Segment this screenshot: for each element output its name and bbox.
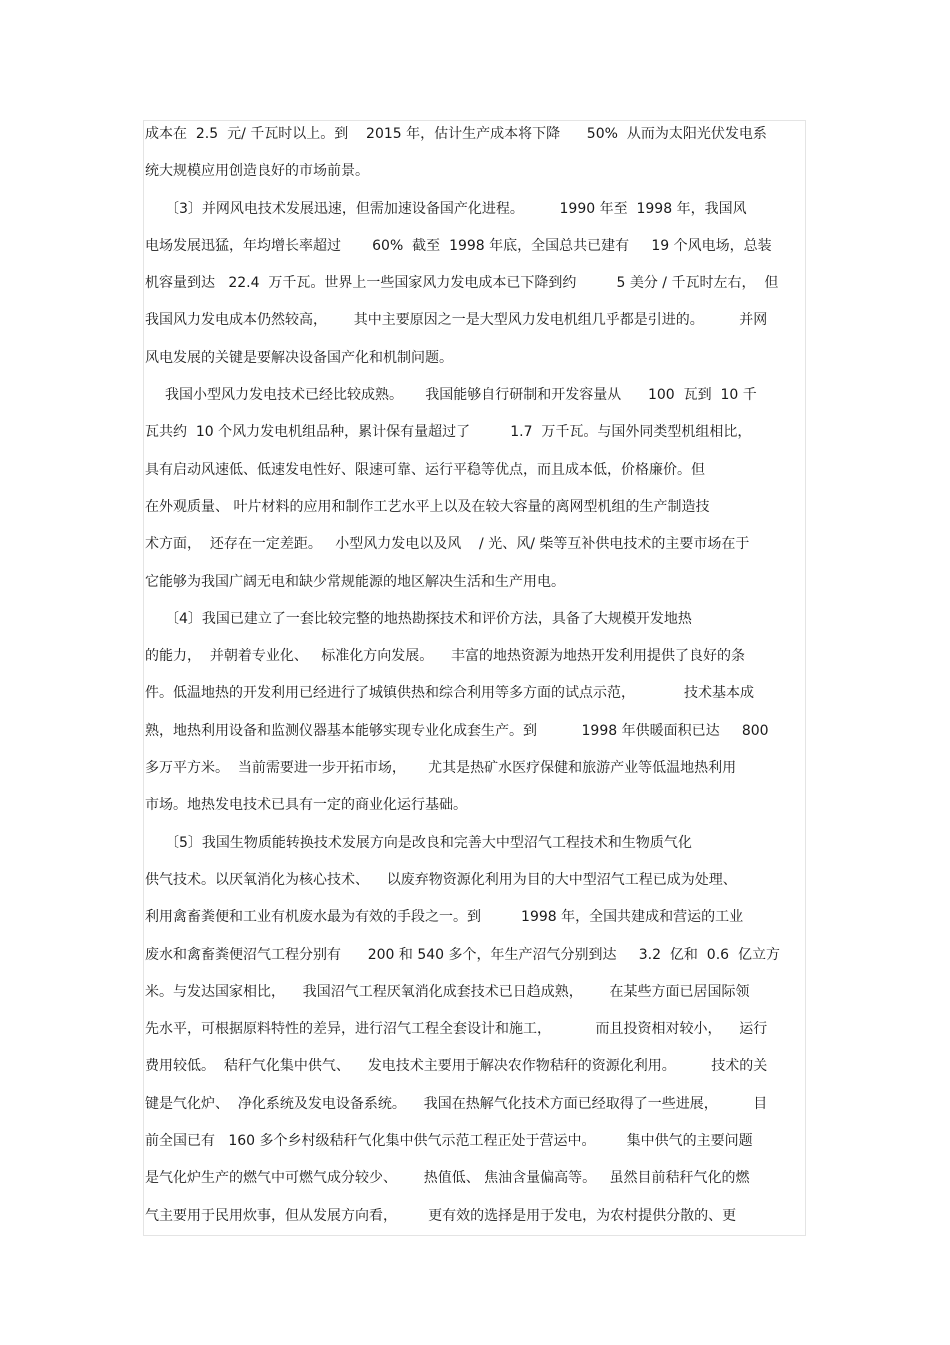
document-body: [145, 116, 805, 1235]
text-line: 术方面， 还存在一定差距。 小型风力发电以及风 / 光、风/ 柴等互补供电技术的主要市场在于: [145, 536, 750, 553]
text-line: 具有启动风速低、低速发电性好、限速可靠、运行平稳等优点，而且成本低，价格廉价。但: [145, 461, 705, 478]
text-line: 费用较低。 秸秆气化集中供气、 发电技术主要用于解决农作物秸秆的资源化利用。 技术的关: [145, 1058, 768, 1075]
text-line: 气主要用于民用炊事，但从发展方向看， 更有效的选择是用于发电，为农村提供分散的、更: [145, 1207, 737, 1224]
text-line: 是气化炉生产的燃气中可燃气成分较少、 热值低、 焦油含量偏高等。 虽然目前秸秆气化的燃: [145, 1170, 750, 1187]
text-line: 〔3〕并网风电技术发展迅速，但需加速设备国产化进程。 1990 年至 1998 年，我国风: [165, 200, 747, 217]
text-line: 〔4〕我国已建立了一套比较完整的地热勘探技术和评价方法，具备了大规模开发地热: [165, 610, 692, 627]
text-line: 〔5〕我国生物质能转换技术发展方向是改良和完善大中型沼气工程技术和生物质气化: [165, 834, 692, 851]
text-line: 成本在 2.5 元/ 千瓦时以上。到 2015 年，估计生产成本将下降 50% 从而为太阳光伏发电系: [145, 126, 767, 142]
text-line: 我国风力发电成本仍然较高， 其中主要原因之一是大型风力发电机组几乎都是引进的。 并网: [145, 312, 768, 329]
text-line: 的能力， 并朝着专业化、 标准化方向发展。 丰富的地热资源为地热开发利用提供了良好的条: [145, 648, 746, 665]
text-line: 熟，地热利用设备和监测仪器基本能够实现专业化成套生产。到 1998 年供暖面积已达 800: [145, 722, 769, 739]
text-line: 利用禽畜粪便和工业有机废水最为有效的手段之一。到 1998 年，全国共建成和营运的工业: [145, 909, 744, 926]
text-line: 多万平方米。 当前需要进一步开拓市场， 尤其是热矿水医疗保健和旅游产业等低温地热利用: [145, 760, 737, 777]
text-line: 瓦共约 10 个风力发电机组品种，累计保有量超过了 1.7 万千瓦。与国外同类型机组相比，: [145, 424, 752, 441]
text-line: 统大规模应用创造良好的市场前景。: [145, 163, 369, 180]
text-line: 供气技术。以厌氧消化为核心技术、 以废弃物资源化利用为目的大中型沼气工程已成为处理、: [145, 871, 737, 888]
text-line: 风电发展的关键是要解决设备国产化和机制问题。: [145, 349, 453, 366]
text-line: 键是气化炉、 净化系统及发电设备系统。 我国在热解气化技术方面已经取得了一些进展， 目: [145, 1095, 768, 1112]
text-line: 市场。地热发电技术已具有一定的商业化运行基础。: [145, 797, 467, 814]
text-line: 废水和禽畜粪便沼气工程分别有 200 和 540 多个，年生产沼气分别到达 3.2 亿和 0.6 亿立方: [145, 946, 780, 963]
text-line: 我国小型风力发电技术已经比较成熟。 我国能够自行研制和开发容量从 100 瓦到 10 千: [165, 387, 757, 404]
text-line: 先水平，可根据原料特性的差异，进行沼气工程全套设计和施工， 而且投资相对较小， 运行: [145, 1021, 768, 1038]
text-line: 米。与发达国家相比， 我国沼气工程厌氧消化成套技术已日趋成熟， 在某些方面已居国际领: [145, 983, 750, 1000]
text-line: 它能够为我国广阔无电和缺少常规能源的地区解决生活和生产用电。: [145, 573, 565, 590]
text-line: 电场发展迅猛，年均增长率超过 60% 截至 1998 年底，全国总共已建有 19 个风电场，总装: [145, 237, 772, 254]
text-line: 在外观质量、 叶片材料的应用和制作工艺水平上以及在较大容量的离网型机组的生产制造技: [145, 498, 710, 515]
text-line: 件。低温地热的开发利用已经进行了城镇供热和综合利用等多方面的试点示范， 技术基本成: [145, 685, 754, 702]
text-line: 机容量到达 22.4 万千瓦。世界上一些国家风力发电成本已下降到约 5 美分 / 千瓦时左右， 但: [145, 275, 779, 292]
text-line: 前全国已有 160 多个乡村级秸秆气化集中供气示范工程正处于营运中。 集中供气的主要问题: [145, 1133, 753, 1150]
